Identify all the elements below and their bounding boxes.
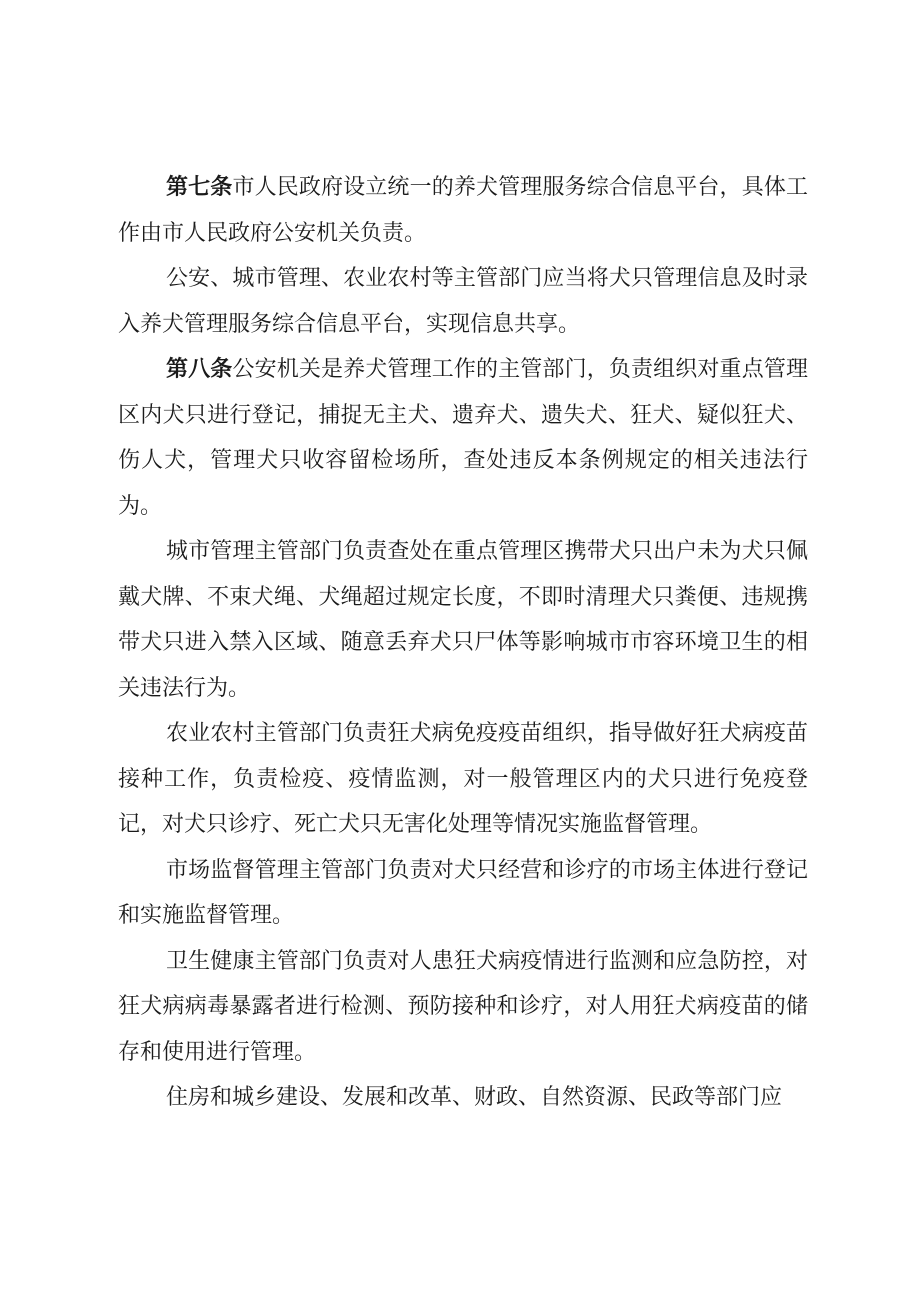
paragraph-article-7 — [118, 165, 808, 256]
article-number: 第八条 — [166, 357, 233, 382]
paragraph-agriculture — [118, 711, 808, 848]
paragraph-text: 城市管理主管部门负责查处在重点管理区携带犬只出户未为犬只佩戴犬牌、不束犬绳、犬绳超过规定长度，不即时清理犬只粪便、违规携带犬只进入禁入区域、随意丢弃犬只尸体等影响城市市容环境卫生的相关违法行为。 — [118, 539, 808, 701]
paragraph-text: 住房和城乡建设、发展和改革、财政、自然资源、民政等部门应 — [166, 1085, 783, 1110]
paragraph-text: 公安、城市管理、农业农村等主管部门应当将犬只管理信息及时录入养犬管理服务综合信息平台，实现信息共享。 — [118, 266, 808, 337]
article-number: 第七条 — [166, 175, 233, 200]
paragraph-info-sharing — [118, 256, 808, 347]
paragraph-text: 农业农村主管部门负责狂犬病免疫疫苗组织，指导做好狂犬病疫苗接种工作，负责检疫、疫情监测，对一般管理区内的犬只进行免疫登记，对犬只诊疗、死亡犬只无害化处理等情况实施监督管理。 — [118, 721, 808, 837]
paragraph-health — [118, 939, 808, 1076]
paragraph-other-departments — [118, 1075, 808, 1121]
paragraph-article-8 — [118, 347, 808, 529]
paragraph-text: 卫生健康主管部门负责对人患狂犬病疫情进行监测和应急防控，对狂犬病病毒暴露者进行检测、预防接种和诊疗，对人用狂犬病疫苗的储存和使用进行管理。 — [118, 948, 808, 1065]
document-page — [118, 165, 808, 1121]
paragraph-text: 市场监督管理主管部门负责对犬只经营和诊疗的市场主体进行登记和实施监督管理。 — [118, 857, 808, 928]
paragraph-text: 公安机关是养犬管理工作的主管部门，负责组织对重点管理区内犬只进行登记，捕捉无主犬、遗弃犬、遗失犬、狂犬、疑似狂犬、伤人犬，管理犬只收容留检场所，查处违反本条例规定的相关违法行为。 — [118, 357, 808, 519]
paragraph-text: 市人民政府设立统一的养犬管理服务综合信息平台，具体工作由市人民政府公安机关负责。 — [118, 175, 808, 246]
paragraph-market-supervision — [118, 848, 808, 939]
paragraph-city-management — [118, 529, 808, 711]
